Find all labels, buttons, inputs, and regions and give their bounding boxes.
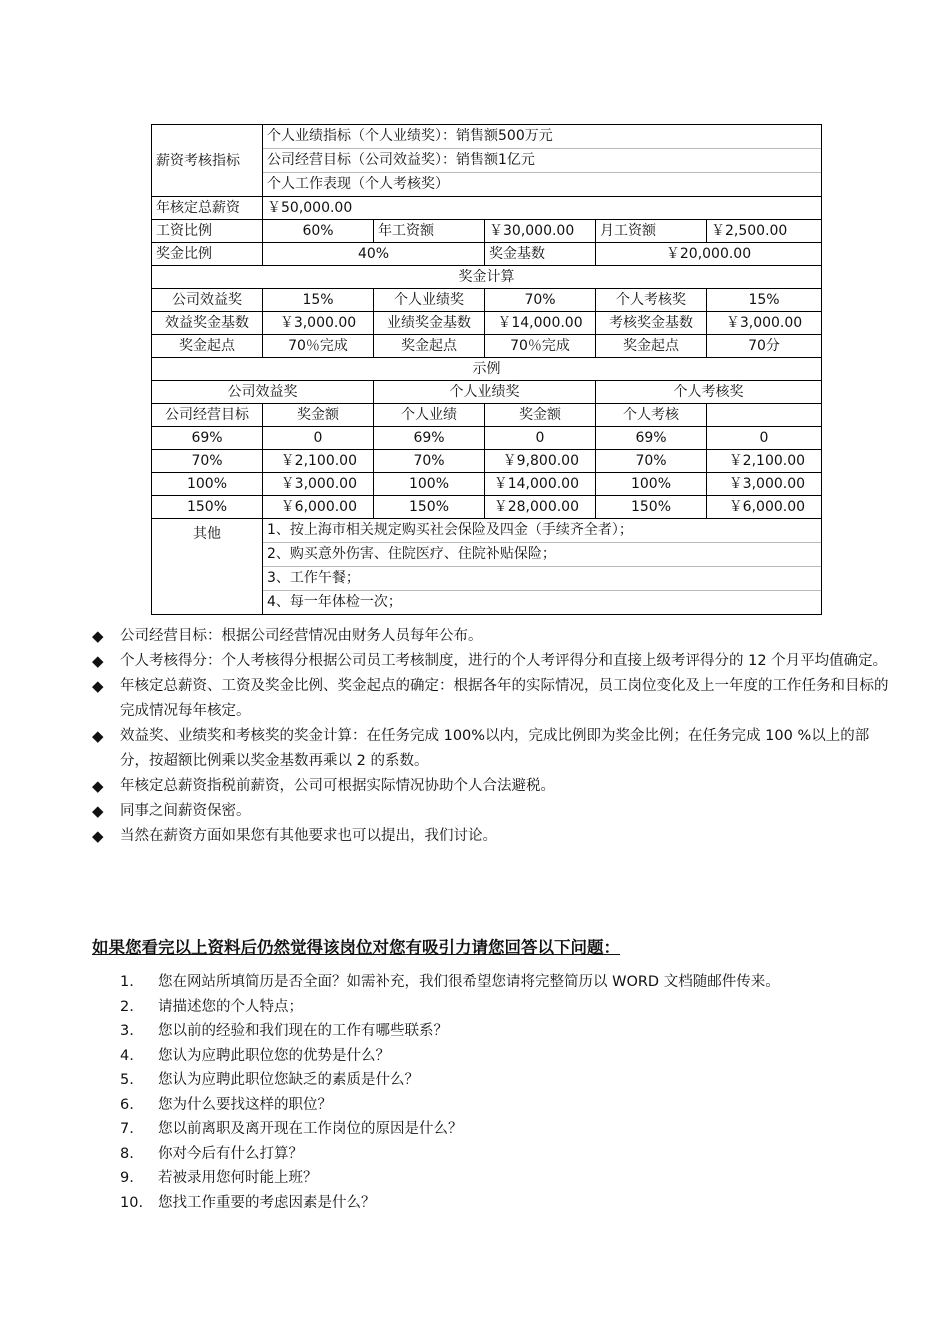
column-header: 奖金额 [485,404,596,427]
bonus-base-label: 奖金基数 [485,243,596,266]
column-header: 奖金额 [263,404,374,427]
table-cell: 70% [596,450,707,473]
table-cell: ￥9,800.00 [485,450,596,473]
table-cell: 个人业绩奖 [374,289,485,312]
table-cell: ￥3,000.00 [263,473,374,496]
table-cell: 奖金起点 [152,335,263,358]
table-cell: 奖金起点 [596,335,707,358]
question-text: 您在网站所填简历是否全面？如需补充，我们很希望您请将完整简历以 WORD 文档随邮件传来。 [158,974,780,990]
bonus-ratio-value: 40% [263,243,485,266]
diamond-bullet-icon: ◆ [92,827,104,845]
table-row [152,519,822,615]
list-item [120,1191,900,1216]
note-text: 当然在薪资方面如果您有其他要求也可以提出，我们讨论。 [120,828,497,844]
table-cell: ￥2,100.00 [707,450,822,473]
annual-wage-label: 年工资额 [374,220,485,243]
list-item [92,774,892,799]
bonus-base-value: ￥20,000.00 [596,243,822,266]
table-row [152,266,822,289]
table-cell: ￥14,000.00 [485,473,596,496]
table-cell: ￥3,000.00 [263,312,374,335]
table-cell: 业绩奖金基数 [374,312,485,335]
salary-table [151,124,822,615]
diamond-bullet-icon: ◆ [92,677,104,695]
table-cell: 150% [374,496,485,519]
table-row [152,289,822,312]
question-number: 6. [120,1096,134,1113]
list-item [120,1019,900,1044]
table-row [152,312,822,335]
list-item [120,1142,900,1167]
benefit-line: 4、每一年体检一次； [267,594,402,610]
question-text: 您以前离职及离开现在工作岗位的原因是什么？ [158,1121,463,1137]
table-cell: ￥3,000.00 [707,473,822,496]
table-cell: 70% [374,450,485,473]
question-text: 若被录用您何时能上班？ [158,1170,318,1186]
questions-heading: 如果您看完以上资料后仍然觉得该岗位对您有吸引力请您回答以下问题： [92,938,620,957]
diamond-bullet-icon: ◆ [92,802,104,820]
table-row [152,335,822,358]
note-text: 同事之间薪资保密。 [120,803,251,819]
monthly-wage-label: 月工资额 [596,220,707,243]
table-cell: 70分 [707,335,822,358]
table-row [152,197,822,220]
question-text: 您找工作重要的考虑因素是什么？ [158,1194,376,1211]
table-cell: 0 [263,427,374,450]
table-row [152,381,822,404]
table-row [152,220,822,243]
wage-ratio-label: 工资比例 [152,220,263,243]
diamond-bullet-icon: ◆ [92,627,104,645]
question-text: 你对今后有什么打算？ [158,1145,303,1162]
question-text: 请描述您的个人特点； [158,998,303,1015]
table-cell: 69% [152,427,263,450]
question-number: 2. [120,998,134,1015]
table-cell: 15% [707,289,822,312]
monthly-wage-value: ￥2,500.00 [707,220,822,243]
total-salary-value: ￥50,000.00 [263,197,822,220]
list-item [120,995,900,1020]
table-cell: ￥14,000.00 [485,312,596,335]
note-text: 效益奖、业绩奖和考核奖的奖金计算：在任务完成 100%以内，完成比例即为奖金比例；在任务完成 100 %以上的部分，按超额比例乘以奖金基数再乘以 2 的系数。 [120,728,870,769]
table-cell: 效益奖金基数 [152,312,263,335]
annual-wage-value: ￥30,000.00 [485,220,596,243]
list-item [120,1068,900,1093]
table-row [152,496,822,519]
table-cell: ￥3,000.00 [707,312,822,335]
other-label: 其他 [152,519,263,615]
question-number: 8. [120,1145,134,1162]
table-cell: 150% [596,496,707,519]
table-cell: 70% [152,450,263,473]
assessment-line: 公司经营目标（公司效益奖）：销售额1亿元 [263,149,821,173]
table-cell: 考核奖金基数 [596,312,707,335]
table-cell: 15% [263,289,374,312]
question-text: 您为什么要找这样的职位？ [158,1096,332,1113]
diamond-bullet-icon: ◆ [92,652,104,670]
table-cell: 69% [374,427,485,450]
table-cell: ￥6,000.00 [707,496,822,519]
other-lines [263,519,822,615]
table-row [152,358,822,381]
question-number: 4. [120,1047,134,1064]
question-number: 10. [120,1194,144,1211]
question-text: 您以前的经验和我们现在的工作有哪些联系？ [158,1023,448,1039]
example-group: 个人考核奖 [596,381,822,404]
table-cell: 150% [152,496,263,519]
question-number: 1. [120,974,134,990]
table-cell: 0 [707,427,822,450]
table-cell: 公司效益奖 [152,289,263,312]
question-number: 9. [120,1170,134,1186]
question-text: 您认为应聘此职位您缺乏的素质是什么？ [158,1072,419,1088]
list-item [92,724,892,774]
table-row [152,125,822,197]
bonus-ratio-label: 奖金比例 [152,243,263,266]
questions-list [120,970,900,1215]
list-item [120,970,900,995]
benefit-line: 1、按上海市相关规定购买社会保险及四金（手续齐全者）； [263,519,821,543]
assessment-line: 个人业绩指标（个人业绩奖）：销售额500万元 [263,125,821,149]
example-group: 公司效益奖 [152,381,374,404]
question-number: 7. [120,1121,134,1137]
list-item [120,1117,900,1142]
list-item [92,624,892,649]
table-row [152,473,822,496]
column-header: 公司经营目标 [152,404,263,427]
list-item [120,1093,900,1118]
table-cell: ￥28,000.00 [485,496,596,519]
note-text: 年核定总薪资指税前薪资，公司可根据实际情况协助个人合法避税。 [120,778,555,794]
table-cell: 70％完成 [485,335,596,358]
bonus-calc-header: 奖金计算 [152,266,822,289]
wage-ratio-value: 60% [263,220,374,243]
assessment-lines [263,125,822,197]
benefit-line: 2、购买意外伤害、住院医疗、住院补贴保险； [263,543,821,567]
note-text: 年核定总薪资、工资及奖金比例、奖金起点的确定：根据各年的实际情况，员工岗位变化及上一年度的工作任务和目标的完成情况每年核定。 [120,678,889,719]
list-item [92,799,892,824]
note-text: 公司经营目标：根据公司经营情况由财务人员每年公布。 [120,628,483,644]
table-cell: 70% [485,289,596,312]
total-salary-label: 年核定总薪资 [152,197,263,220]
example-header: 示例 [152,358,822,381]
table-cell: 个人考核奖 [596,289,707,312]
table-cell: 69% [596,427,707,450]
table-row [152,243,822,266]
assessment-line: 个人工作表现（个人考核奖） [267,176,449,192]
table-cell: ￥2,100.00 [263,450,374,473]
table-cell: 奖金起点 [374,335,485,358]
note-text: 个人考核得分：个人考核得分根据公司员工考核制度，进行的个人考评得分和直接上级考评得分的 12 个月平均值确定。 [120,653,888,669]
table-row [152,404,822,427]
table-row [152,450,822,473]
column-header: 个人考核 [596,404,707,427]
column-header [707,404,822,427]
assessment-label: 薪资考核指标 [152,125,263,197]
list-item [120,1166,900,1191]
question-number: 3. [120,1023,134,1039]
list-item [92,824,892,849]
question-text: 您认为应聘此职位您的优势是什么？ [158,1047,390,1064]
column-header: 个人业绩 [374,404,485,427]
table-cell: 70％完成 [263,335,374,358]
table-cell: 100% [374,473,485,496]
table-cell: 0 [485,427,596,450]
diamond-bullet-icon: ◆ [92,727,104,745]
notes-list [92,624,892,849]
list-item [120,1044,900,1069]
example-group: 个人业绩奖 [374,381,596,404]
table-cell: 100% [596,473,707,496]
table-cell: 100% [152,473,263,496]
list-item [92,674,892,724]
list-item [92,649,892,674]
diamond-bullet-icon: ◆ [92,777,104,795]
table-row [152,427,822,450]
table-cell: ￥6,000.00 [263,496,374,519]
benefit-line: 3、工作午餐； [263,567,821,591]
question-number: 5. [120,1072,134,1088]
